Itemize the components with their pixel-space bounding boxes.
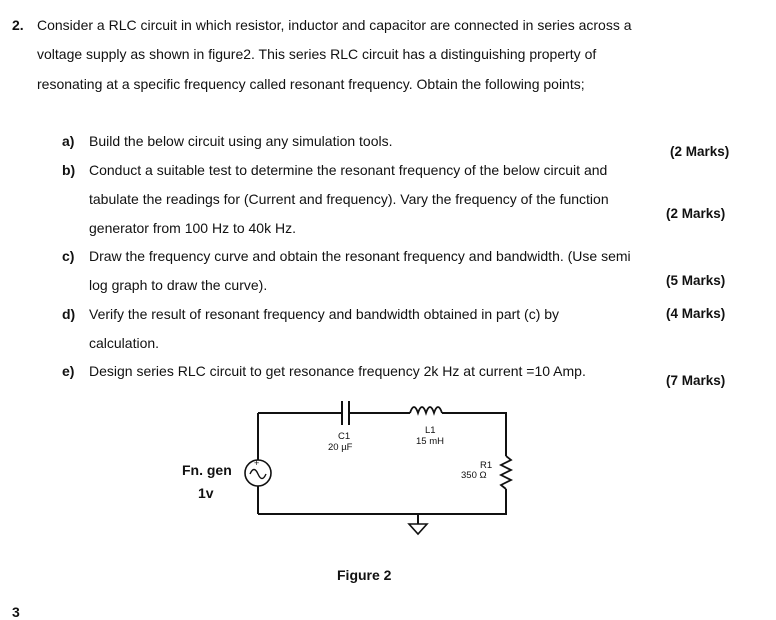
part-c-marks: (5 Marks) (666, 273, 726, 288)
part-d-label: d) (62, 306, 76, 322)
part-d-line-1: Verify the result of resonant frequency and bandwidth obtained in part (c) by (89, 306, 560, 322)
part-c-label: c) (62, 248, 75, 264)
wire-top-right (442, 413, 506, 456)
resistor-zigzag (501, 456, 511, 489)
part-e-label: e) (62, 363, 75, 379)
part-e-marks: (7 Marks) (666, 373, 726, 388)
wire-bottom (258, 489, 506, 514)
part-a-line-1: Build the below circuit using any simulation tools. (89, 133, 393, 149)
part-b-label: b) (62, 162, 76, 178)
part-b-line-1: Conduct a suitable test to determine the resonant frequency of the below circuit and (89, 162, 608, 178)
question-number: 2. (12, 17, 24, 33)
inductor-coil (410, 407, 442, 413)
resistor-value: 350 Ω (461, 470, 487, 481)
part-c-line-2: log graph to draw the curve). (89, 277, 268, 293)
next-question-number: 3 (12, 604, 20, 620)
part-b-marks: (2 Marks) (666, 206, 726, 221)
part-a-marks: (2 Marks) (670, 144, 730, 159)
part-d-line-2: calculation. (89, 335, 160, 351)
plus-icon: + (254, 458, 260, 468)
source-label: Fn. gen (182, 462, 232, 478)
part-e-line-1: Design series RLC circuit to get resonance frequency 2k Hz at current =10 Amp. (89, 363, 586, 379)
capacitor-ref: C1 (338, 431, 351, 442)
source-voltage: 1v (198, 485, 214, 501)
inductor-ref: L1 (425, 425, 436, 436)
inductor-value: 15 mH (416, 436, 444, 447)
question-line-1: Consider a RLC circuit in which resistor, inductor and capacitor are connected in series across a (37, 17, 632, 33)
figure-caption: Figure 2 (337, 567, 392, 583)
ground-icon (409, 524, 427, 534)
part-d-marks: (4 Marks) (666, 306, 726, 321)
part-b-line-3: generator from 100 Hz to 40k Hz. (89, 220, 296, 236)
part-c-line-1: Draw the frequency curve and obtain the resonant frequency and bandwidth. (Use semi (89, 248, 631, 264)
question-line-2: voltage supply as shown in figure2. This series RLC circuit has a distinguishing property of (37, 46, 597, 62)
question-line-3: resonating at a specific frequency called resonant frequency. Obtain the following points; (37, 76, 585, 92)
part-a-label: a) (62, 133, 75, 149)
resistor-ref: R1 (480, 460, 493, 471)
capacitor-value: 20 µF (328, 442, 353, 453)
part-b-line-2: tabulate the readings for (Current and frequency). Vary the frequency of the function (89, 191, 609, 207)
